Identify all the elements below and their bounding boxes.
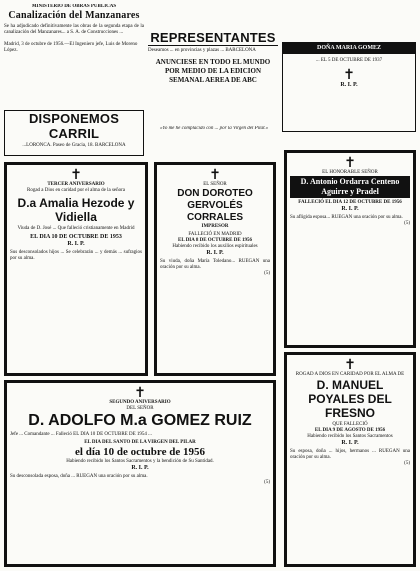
manuel-name: D. MANUEL POYALES DEL FRESNO [308, 378, 392, 420]
amalia-details: Viuda de D. José ... Que falleció cristianamente en Madrid [17, 226, 135, 231]
antonio-num: (5) [404, 221, 410, 226]
representantes-title: REPRESENTANTES [148, 30, 278, 46]
adolfo-pre: DEL SEÑOR [126, 406, 154, 411]
adolfo-rip: R. I. P. [131, 465, 149, 471]
adolfo-body: Jefe ... Comandante ... Falleció EL DIA 10 DE OCTUBRE DE 1954 ... [10, 432, 152, 437]
representantes-ad-text: ANUNCIESE EN TODO EL MUNDO POR MEDIO DE LA EDICION SEMANAL AEREA DE ABC [155, 58, 271, 84]
representantes-ad [148, 30, 278, 122]
antonio-date: FALLECIÓ EL DIA 12 DE OCTUBRE DE 1956 [298, 200, 402, 205]
latin-cross-icon: ✝ [70, 167, 82, 183]
disponemos-ad [4, 110, 144, 156]
latin-cross-icon: ✝ [209, 167, 221, 183]
quote-text: «Yo me he complacido con ... por la Virgen del Pilar.» [160, 126, 269, 131]
amalia-obituary [4, 162, 148, 376]
representantes-body: Deseamos ... en provincias y plazas ... BARCELONA [148, 48, 256, 53]
right-top-rip: R. I. P. [340, 82, 358, 88]
doroteo-died: FALLECIÓ EN MADRID [188, 232, 242, 237]
amalia-header: TERCER ANIVERSARIO [47, 182, 105, 187]
manuel-num: (5) [404, 461, 410, 466]
latin-cross-icon: ✝ [344, 155, 356, 171]
latin-cross-icon: ✝ [343, 67, 355, 83]
doroteo-name: DON DOROTEO GERVOLÉS CORRALES [177, 188, 253, 223]
manuel-body: Su esposa, doña ... hijos, hermanos ... RUEGAN una oración por su alma. [290, 449, 410, 460]
right-top-body: ... EL 5 DE OCTUBRE DE 1937 [315, 58, 383, 63]
latin-cross-icon: ✝ [344, 357, 356, 373]
antonio-name-band [290, 176, 410, 198]
ministerio-notice [4, 4, 144, 108]
quote-block [160, 126, 275, 156]
adolfo-header: SEGUNDO ANIVERSARIO [109, 400, 171, 405]
amalia-date: EL DIA 10 DE OCTUBRE DE 1953 [30, 234, 122, 240]
adolfo-name: D. ADOLFO M.a GOMEZ RUIZ [28, 412, 252, 429]
right-top-obituary [282, 42, 416, 132]
adolfo-sub: EL DIA DEL SANTO DE LA VIRGEN DEL PILAR [84, 440, 196, 445]
notice-header: MINISTERIO DE OBRAS PUBLICAS [31, 4, 117, 9]
notice-body: Se ha adjudicado definitivamente las obras de la segunda etapa de la canalización del Manzanares... a S. A. de Construcciones ... [4, 24, 144, 35]
antonio-rip: R. I. P. [341, 206, 359, 212]
doroteo-obituary [154, 162, 276, 376]
doroteo-pre: EL SEÑOR [203, 182, 227, 187]
doroteo-body: Su viuda, doña María Toledano... RUEGAN una oración por su alma. [160, 259, 270, 270]
amalia-rip: R. I. P. [67, 241, 85, 247]
adolfo-obituary [4, 380, 276, 567]
notice-footer: Madrid, 3 de octubre de 1956.—El Ingeniero jefe, Luis de Moreno López. [4, 42, 138, 53]
adolfo-body2: Su desconsolada esposa, doña ... RUEGAN una oración por su alma. [10, 474, 148, 479]
antonio-body: Su afligida esposa... RUEGAN una oración por su alma. [290, 215, 403, 220]
amalia-pre: Rogad a Dios en caridad por el alma de la señora [26, 188, 126, 193]
manuel-obituary [284, 352, 416, 567]
manuel-sacr: Habiendo recibido los Santos Sacramentos [307, 434, 393, 439]
disponemos-title: DISPONEMOS CARRIL [28, 111, 120, 141]
antonio-name: D. Antonio Ordarra Centeno [300, 177, 400, 186]
manuel-date: EL DIA 9 DE AGOSTO DE 1956 [314, 428, 386, 433]
doroteo-rip: R. I. P. [206, 250, 224, 256]
amalia-body: Sus desconsolados hijos ... Se celebrarán ... y demás ... sufragios por su alma. [10, 250, 142, 261]
adolfo-sacr: Habiendo recibido los Santos Sacramentos y la bendición de Su Santidad. [66, 459, 214, 464]
manuel-died: QUE FALLECIÓ [332, 422, 368, 427]
notice-title: Canalización del Manzanares [8, 10, 140, 21]
latin-cross-icon: ✝ [134, 385, 146, 401]
doroteo-role: IMPRESOR [201, 224, 229, 229]
amalia-name: D.a Amalia Hezode y Vidiella [17, 196, 135, 224]
antonio-pre: EL HONORABLE SEÑOR [322, 170, 378, 175]
disponemos-body: ...LORONCA. Paseo de Gracia, 18. BARCELONA [22, 143, 126, 148]
adolfo-num: (5) [264, 480, 270, 485]
adolfo-big-date: el día 10 de octubre de 1956 [75, 446, 205, 458]
doroteo-sacr: Habiendo recibido los auxilios espirituales [172, 244, 258, 249]
right-top-header: DOÑA MARIA GOMEZ [283, 43, 415, 54]
antonio-name2: Aguirre y Pradel [321, 187, 379, 196]
doroteo-num: (5) [264, 271, 270, 276]
manuel-rip: R. I. P. [341, 440, 359, 446]
antonio-obituary [284, 150, 416, 348]
doroteo-date: EL DIA 8 DE OCTUBRE DE 1956 [178, 238, 252, 243]
manuel-pre: ROGAD A DIOS EN CARIDAD POR EL ALMA DE [295, 372, 405, 377]
